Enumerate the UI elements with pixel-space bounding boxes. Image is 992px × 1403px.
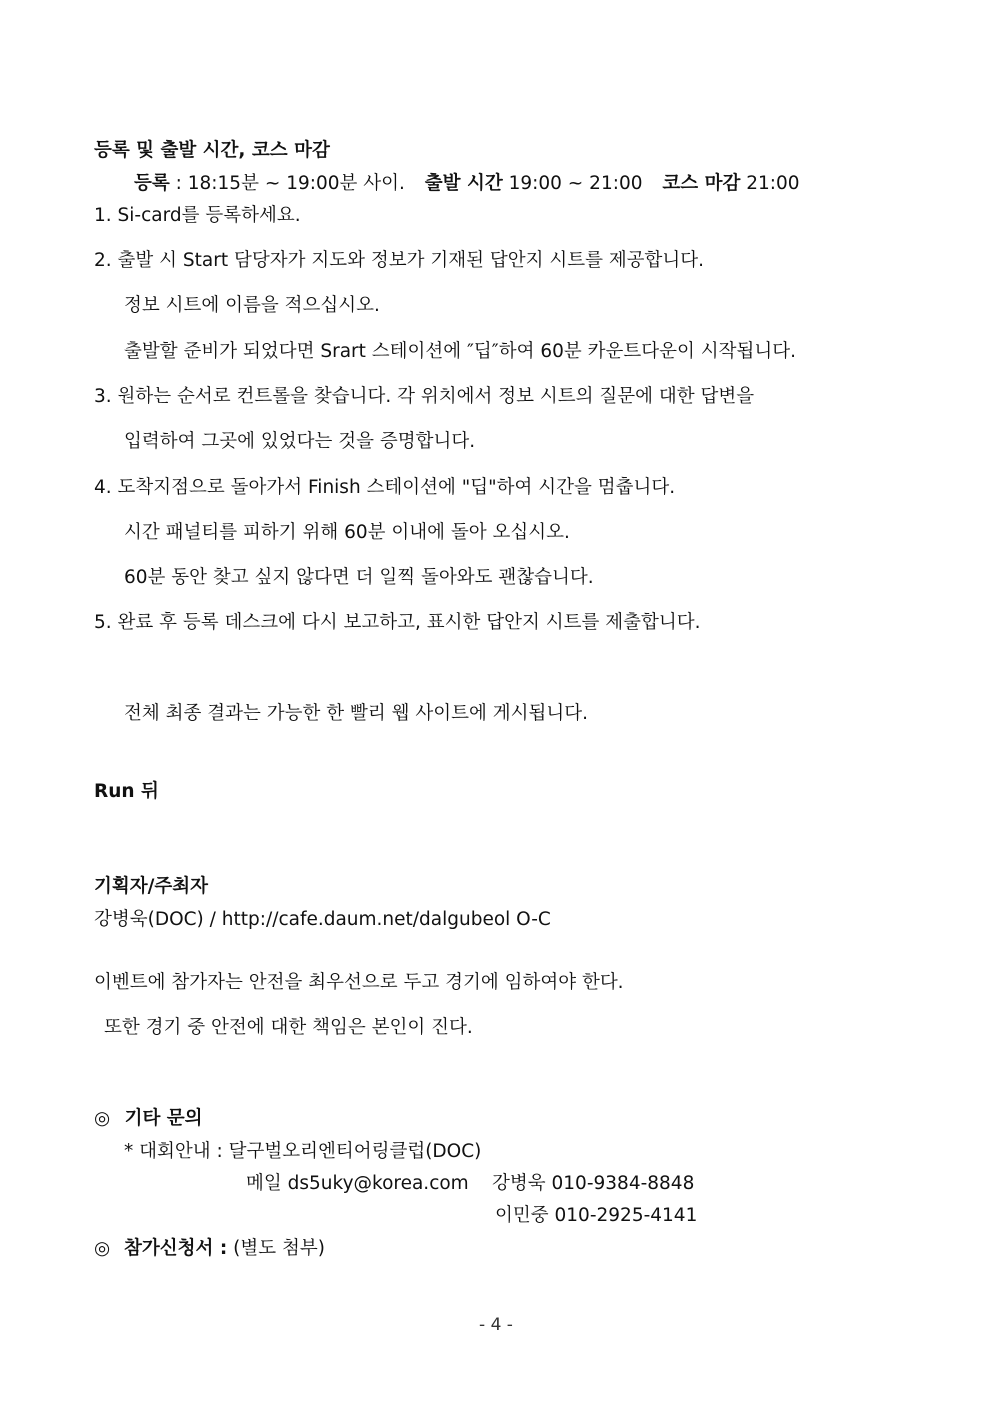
course-close-label: 코스 마감: [662, 173, 741, 194]
page-number: - 4 -: [479, 1315, 513, 1335]
application-title: 참가신청서 :: [124, 1238, 228, 1259]
step-1: 1. Si-card를 등록하세요.: [94, 205, 301, 226]
contact-1: [492, 1171, 694, 1197]
inquiry-info-label: * 대회안내 :: [124, 1141, 223, 1162]
start-time-value: 19:00 ~ 21:00: [508, 173, 643, 194]
application-value: (별도 첨부): [233, 1238, 325, 1259]
contact-1-phone: 010-9384-8848: [551, 1173, 695, 1194]
results-note: 전체 최종 결과는 가능한 한 빨리 웹 사이트에 게시됩니다.: [124, 703, 588, 724]
inquiry-mail: ds5uky@korea.com: [287, 1173, 469, 1194]
registration-value: : 18:15분 ~ 19:00분 사이.: [175, 173, 405, 194]
inquiry-mail-label: 메일: [246, 1173, 282, 1194]
organizer-title: 기획자/주최자: [94, 876, 208, 897]
inquiry-club: 달구벌오리엔티어링클럽(DOC): [228, 1141, 482, 1162]
course-close-value: 21:00: [746, 173, 800, 194]
registration-section-title: 등록 및 출발 시간, 코스 마감: [94, 140, 330, 161]
registration-times-line: [134, 171, 800, 197]
inquiry-title: 기타 문의: [124, 1108, 203, 1129]
application-bullet-icon: ◎: [94, 1238, 111, 1259]
contact-2-phone: 010-2925-4141: [554, 1205, 698, 1226]
step-2-detail-b: 출발할 준비가 되었다면 Srart 스테이션에 ″딥″하여 60분 카운트다운이 시작됩니다.: [124, 341, 796, 362]
step-5: 5. 완료 후 등록 데스크에 다시 보고하고, 표시한 답안지 시트를 제출합니다.: [94, 612, 701, 633]
step-4-detail-a: 시간 패널티를 피하기 위해 60분 이내에 돌아 오십시오.: [124, 522, 570, 543]
step-2-detail-a: 정보 시트에 이름을 적으십시오.: [124, 295, 380, 316]
safety-line-2: 또한 경기 중 안전에 대한 책임은 본인이 진다.: [104, 1017, 473, 1038]
contact-1-name: 강병욱: [492, 1173, 546, 1194]
application-line: [94, 1236, 325, 1262]
step-3: 3. 원하는 순서로 컨트롤을 찾습니다. 각 위치에서 정보 시트의 질문에 대한 답변을: [94, 386, 755, 407]
inquiry-heading: [94, 1106, 203, 1132]
inquiry-bullet-icon: ◎: [94, 1108, 111, 1129]
step-4-detail-b: 60분 동안 찾고 싶지 않다면 더 일찍 돌아와도 괜찮습니다.: [124, 567, 594, 588]
start-time-label: 출발 시간: [424, 173, 503, 194]
inquiry-info-line: [124, 1139, 481, 1165]
contact-2: [495, 1203, 697, 1229]
organizer-value: 강병욱(DOC) / http://cafe.daum.net/dalgubeol O-C: [94, 909, 551, 930]
inquiry-mail-line: [246, 1171, 469, 1197]
contact-2-name: 이민중: [495, 1205, 549, 1226]
after-run-heading: Run 뒤: [94, 781, 159, 802]
safety-line-1: 이벤트에 참가자는 안전을 최우선으로 두고 경기에 임하여야 한다.: [94, 972, 624, 993]
registration-label: 등록: [134, 173, 170, 194]
step-3-detail: 입력하여 그곳에 있었다는 것을 증명합니다.: [124, 431, 476, 452]
step-2: 2. 출발 시 Start 담당자가 지도와 정보가 기재된 답안지 시트를 제공합니다.: [94, 250, 705, 271]
step-4: 4. 도착지점으로 돌아가서 Finish 스테이션에 "딥"하여 시간을 멈춥니다.: [94, 477, 676, 498]
